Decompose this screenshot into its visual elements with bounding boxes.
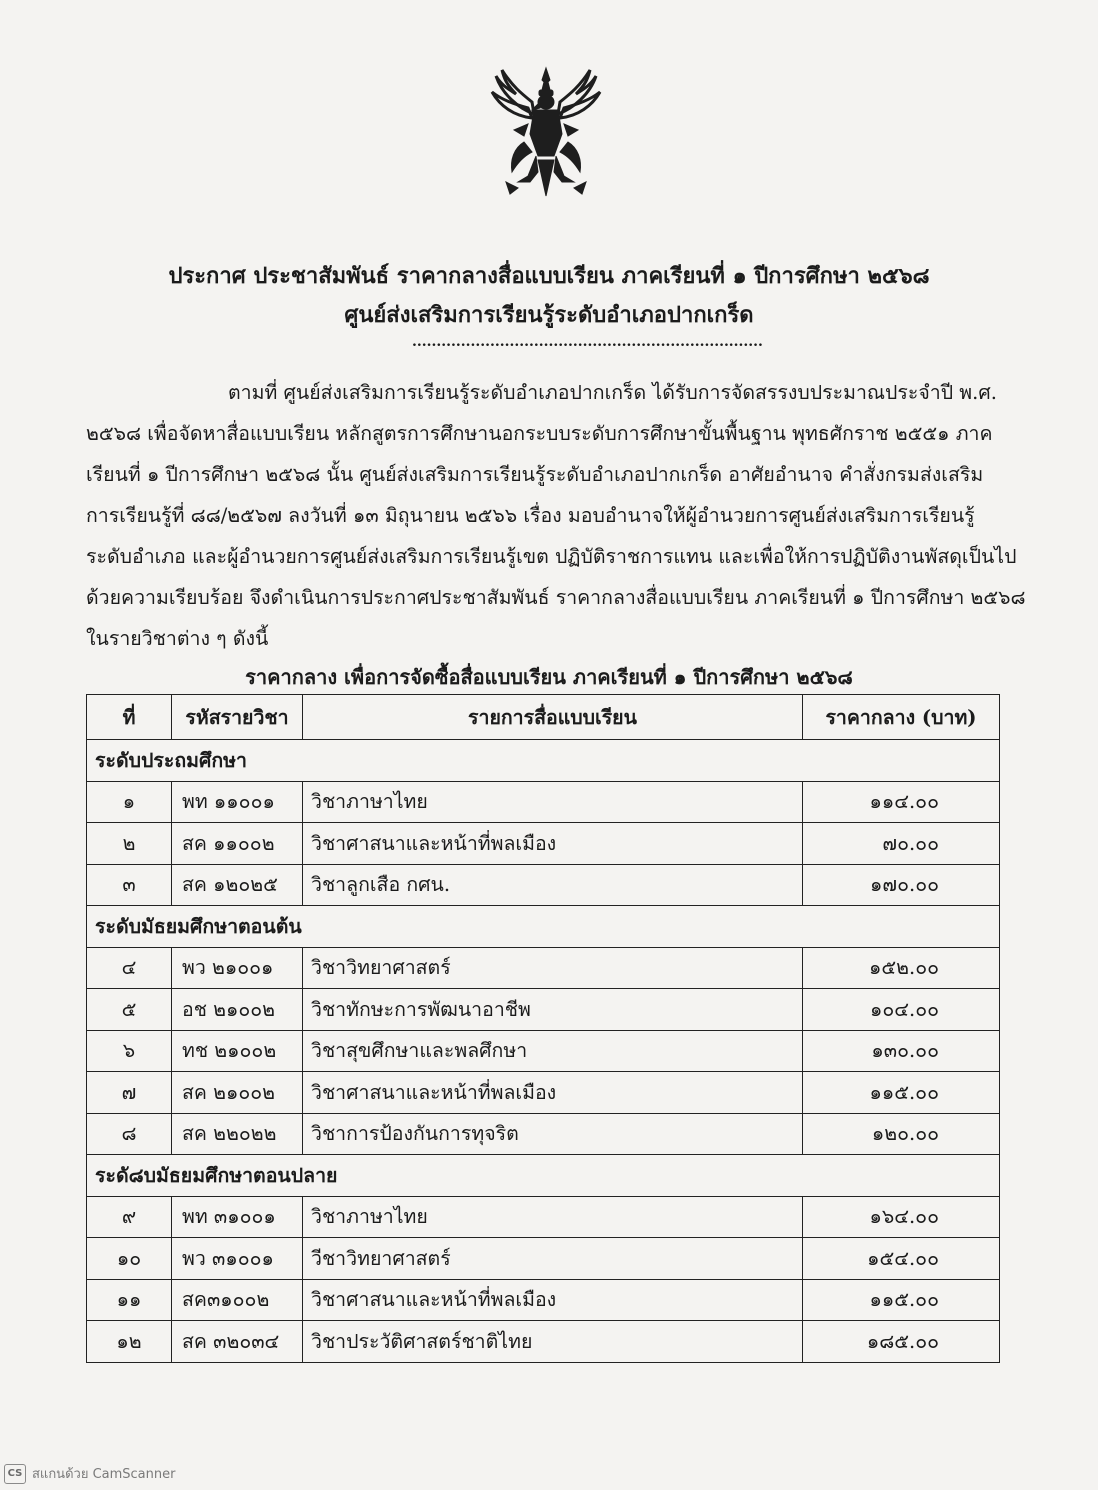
- table-row: [87, 1196, 1000, 1238]
- row-no: ๖: [87, 1030, 172, 1072]
- row-code: พว ๓๑๐๐๑: [172, 1238, 303, 1280]
- announcement-title: ประกาศ ประชาสัมพันธ์ ราคากลางสื่อแบบเรียน ภาคเรียนที่ ๑ ปีการศึกษา ๒๕๖๘: [168, 263, 930, 289]
- table-row: [87, 1238, 1000, 1280]
- row-no: ๒: [87, 823, 172, 865]
- row-name: วิชาภาษาไทย: [303, 1196, 803, 1238]
- row-code: พท ๑๑๐๐๑: [172, 781, 303, 823]
- row-name: วีชาวิทยาศาสตร์: [303, 1238, 803, 1280]
- body-line: การเรียนรู้ที่ ๘๘/๒๕๖๗ ลงวันที่ ๑๓ มิถุนายน ๒๕๖๖ เรื่อง มอบอำนาจให้ผู้อำนวยการศูนย์ส่งเสริมการเรียนรู้: [86, 504, 975, 527]
- row-name: วิชาศาสนาและหน้าที่พลเมือง: [303, 1279, 803, 1321]
- row-code: สค ๑๒๐๒๕: [172, 864, 303, 906]
- row-price: ๑๖๔.๐๐: [803, 1196, 1000, 1238]
- header-code: รหัสรายวิชา: [172, 695, 303, 740]
- table-row: [87, 823, 1000, 865]
- row-name: วิชาลูกเสือ กศน.: [303, 864, 803, 906]
- level-row: [87, 906, 1000, 948]
- table-row: [87, 1321, 1000, 1363]
- header-item: รายการสื่อแบบเรียน: [303, 695, 803, 740]
- row-code: พว ๒๑๐๐๑: [172, 947, 303, 989]
- body-line: เรียนที่ ๑ ปีการศึกษา ๒๕๖๘ นั้น ศูนย์ส่งเสริมการเรียนรู้ระดับอำเภอปากเกร็ด อาศัยอำนาจ คำสั่งกรมส่งเสริม: [86, 463, 984, 486]
- row-code: ทช ๒๑๐๐๒: [172, 1030, 303, 1072]
- row-code: สค ๒๑๐๐๒: [172, 1072, 303, 1114]
- row-price: ๑๑๕.๐๐: [803, 1279, 1000, 1321]
- row-code: สค ๓๒๐๓๔: [172, 1321, 303, 1363]
- row-price: ๑๐๔.๐๐: [803, 989, 1000, 1031]
- table-header-row: [87, 695, 1000, 740]
- row-code: อช ๒๑๐๐๒: [172, 989, 303, 1031]
- row-price: ๑๑๕.๐๐: [803, 1072, 1000, 1114]
- table-row: [87, 864, 1000, 906]
- row-name: วิชาประวัติศาสตร์ชาติไทย: [303, 1321, 803, 1363]
- row-price: ๑๗๐.๐๐: [803, 864, 1000, 906]
- body-line: ในรายวิชาต่าง ๆ ดังนี้: [86, 627, 269, 650]
- row-name: วิชาวิทยาศาสตร์: [303, 947, 803, 989]
- row-price: ๑๘๕.๐๐: [803, 1321, 1000, 1363]
- row-code: สค ๒๒๐๒๒: [172, 1113, 303, 1155]
- camscanner-logo-icon: CS: [4, 1464, 26, 1484]
- row-name: วิชาศาสนาและหน้าที่พลเมือง: [303, 1072, 803, 1114]
- level-row: [87, 740, 1000, 782]
- row-price: ๑๓๐.๐๐: [803, 1030, 1000, 1072]
- row-price: ๑๕๒.๐๐: [803, 947, 1000, 989]
- row-no: ๑: [87, 781, 172, 823]
- row-name: วิชาศาสนาและหน้าที่พลเมือง: [303, 823, 803, 865]
- row-no: ๕: [87, 989, 172, 1031]
- table-row: [87, 989, 1000, 1031]
- row-no: ๑๒: [87, 1321, 172, 1363]
- table-row: [87, 1030, 1000, 1072]
- price-table: [86, 694, 1000, 1363]
- level-lower-secondary: ระดับมัธยมศึกษาตอนต้น: [87, 906, 1000, 948]
- level-row: [87, 1155, 1000, 1197]
- row-no: ๙: [87, 1196, 172, 1238]
- row-name: วิชาการป้องกันการทุจริต: [303, 1113, 803, 1155]
- row-price: ๑๑๔.๐๐: [803, 781, 1000, 823]
- table-row: [87, 1072, 1000, 1114]
- row-name: วิชาภาษาไทย: [303, 781, 803, 823]
- row-price: ๑๒๐.๐๐: [803, 1113, 1000, 1155]
- header-price: ราคากลาง (บาท): [803, 695, 1000, 740]
- row-price: ๑๕๔.๐๐: [803, 1238, 1000, 1280]
- camscanner-watermark: [4, 1463, 175, 1484]
- separator-dots: ........................................................................: [412, 334, 763, 350]
- table-row: [87, 1113, 1000, 1155]
- table-row: [87, 947, 1000, 989]
- row-no: ๘: [87, 1113, 172, 1155]
- table-title: ราคากลาง เพื่อการจัดซื้อสื่อแบบเรียน ภาคเรียนที่ ๑ ปีการศึกษา ๒๕๖๘: [245, 665, 853, 689]
- level-upper-secondary: ระดั๘บมัธยมศึกษาตอนปลาย: [87, 1155, 1000, 1197]
- garuda-emblem: [488, 64, 604, 212]
- body-line: ด้วยความเรียบร้อย จึงดำเนินการประกาศประชาสัมพันธ์ ราคากลางสื่อแบบเรียน ภาคเรียนที่ ๑ ปีการศึกษา ๒๕๖๘: [86, 586, 1026, 609]
- row-no: ๑๐: [87, 1238, 172, 1280]
- level-primary: ระดับประถมศึกษา: [87, 740, 1000, 782]
- body-line: ๒๕๖๘ เพื่อจัดหาสื่อแบบเรียน หลักสูตรการศึกษานอกระบบระดับการศึกษาขั้นพื้นฐาน พุทธศักราช ๒๕๕๑ ภาค: [86, 422, 993, 445]
- row-code: พท ๓๑๐๐๑: [172, 1196, 303, 1238]
- table-row: [87, 1279, 1000, 1321]
- office-name: ศูนย์ส่งเสริมการเรียนรู้ระดับอำเภอปากเกร็ด: [344, 302, 754, 328]
- body-line: ตามที่ ศูนย์ส่งเสริมการเรียนรู้ระดับอำเภอปากเกร็ด ได้รับการจัดสรรงบประมาณประจำปี พ.ศ.: [228, 381, 997, 404]
- header-no: ที่: [87, 695, 172, 740]
- body-line: ระดับอำเภอ และผู้อำนวยการศูนย์ส่งเสริมการเรียนรู้เขต ปฏิบัติราชการแทน และเพื่อให้การปฏิบัติงานพัสดุเป็นไป: [86, 545, 1017, 568]
- row-name: วิชาทักษะการพัฒนาอาชีพ: [303, 989, 803, 1031]
- row-no: ๗: [87, 1072, 172, 1114]
- row-name: วิชาสุขศึกษาและพลศึกษา: [303, 1030, 803, 1072]
- row-no: ๔: [87, 947, 172, 989]
- row-no: ๑๑: [87, 1279, 172, 1321]
- row-no: ๓: [87, 864, 172, 906]
- row-code: สค๓๑๐๐๒: [172, 1279, 303, 1321]
- row-code: สค ๑๑๐๐๒: [172, 823, 303, 865]
- watermark-text: สแกนด้วย CamScanner: [32, 1467, 176, 1482]
- table-row: [87, 781, 1000, 823]
- row-price: ๗๐.๐๐: [803, 823, 1000, 865]
